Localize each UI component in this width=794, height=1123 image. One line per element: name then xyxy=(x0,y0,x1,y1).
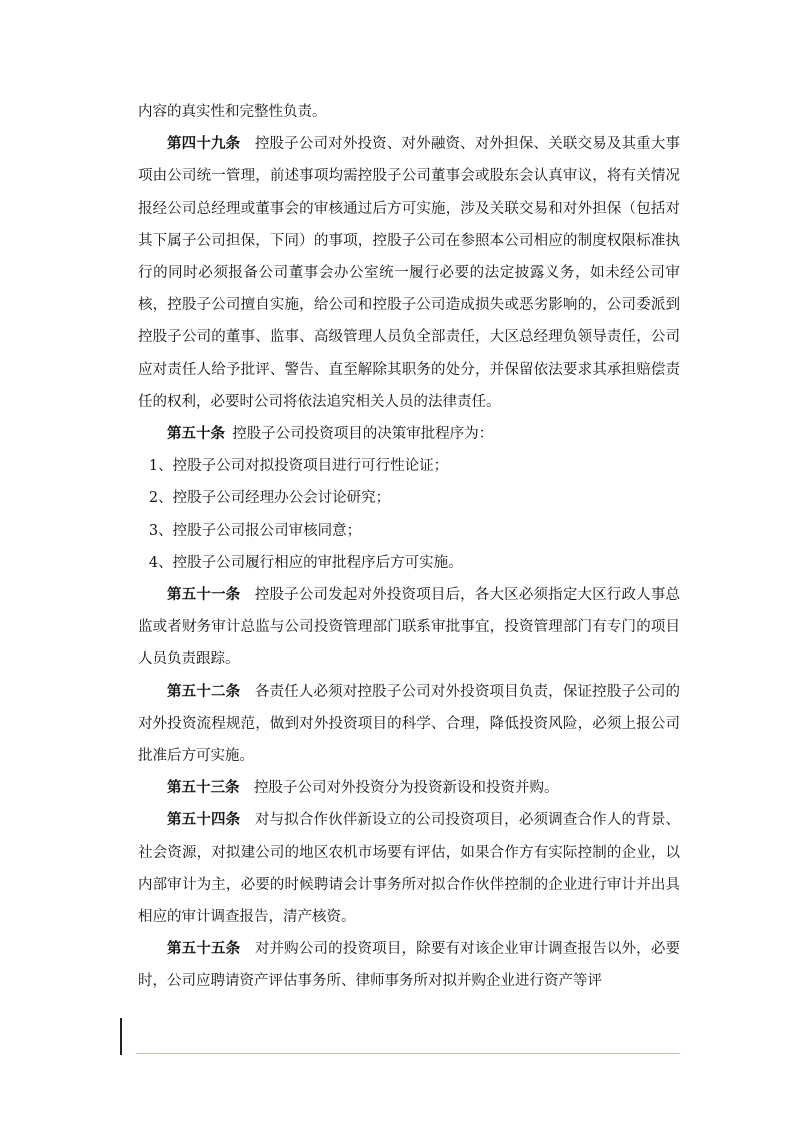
margin-marker xyxy=(120,1018,122,1055)
article-number: 第五十三条 xyxy=(167,779,240,797)
article-text: 控股子公司对外投资、对外融资、对外担保、关联交易及其重大事项由公司统一管理，前述事项均需控股子公司董事会或股东会认真审议，将有关情况报经公司总经理或董事会的审核通过后方可实施，涉及关联交易和对外担保（包括对其下属子公司担保，下同）的事项，控股子公司在参照本公司相应的制度权限标准执行的同时必须报备公司董事会办公室统一履行必要的法定披露义务，如未经公司审核，控股子公司擅自实施，给公司和控股子公司造成损失或恶劣影响的，公司委派到控股子公司的董事、监事、高级管理人员负全部责任，大区总经理负领导责任，公司应对责任人给予批评、警告、直至解除其职务的处分，并保留依法要求其承担赔偿责任的权利，必要时公司将依法追究相关人员的法律责任。 xyxy=(138,136,681,410)
article-number: 第五十二条 xyxy=(167,682,241,700)
list-item: 2、控股子公司经理办公会讨论研究； xyxy=(148,490,391,507)
article-number: 第五十四条 xyxy=(167,811,241,829)
article-number: 第四十九条 xyxy=(167,135,241,153)
article-51 xyxy=(138,579,680,676)
article-54 xyxy=(138,804,680,933)
article-49 xyxy=(138,128,680,418)
article-number: 第五十一条 xyxy=(167,586,241,604)
footer-divider xyxy=(136,1053,680,1054)
article-text: 控股子公司投资项目的决策审批程序为： xyxy=(232,426,494,443)
article-number: 第五十五条 xyxy=(167,940,241,958)
article-50 xyxy=(138,418,680,450)
article-text: 对并购公司的投资项目，除要有对该企业审计调查报告以外，必要时，公司应聘请资产评估事务所、律师事务所对拟并购企业进行资产等评 xyxy=(138,941,681,990)
article-52 xyxy=(138,676,680,773)
article-55 xyxy=(138,933,680,997)
article-text: 控股子公司发起对外投资项目后，各大区必须指定大区行政人事总监或者财务审计总监与公司投资管理部门联系审批事宜，投资管理部门有专门的项目人员负责跟踪。 xyxy=(138,587,681,668)
document-body xyxy=(138,96,680,998)
continuation-text: 内容的真实性和完整性负责。 xyxy=(138,104,327,120)
article-number: 第五十条 xyxy=(167,425,225,443)
article-53 xyxy=(138,772,680,804)
article-text: 对与拟合作伙伴新设立的公司投资项目，必须调查合作人的背景、社会资源，对拟建公司的地区农机市场要有评估，如果合作方有实际控制的企业，以内部审计为主，必要的时候聘请会计事务所对拟合作伙伴控制的企业进行审计并出具相应的审计调查报告，清产核资。 xyxy=(138,812,681,926)
article-text: 各责任人必须对控股子公司对外投资项目负责，保证控股子公司的对外投资流程规范，做到对外投资项目的科学、合理，降低投资风险，必须上报公司批准后方可实施。 xyxy=(138,683,681,765)
list-item: 4、控股子公司履行相应的审批程序后方可实施。 xyxy=(148,554,463,571)
list-item: 1、控股子公司对拟投资项目进行可行性论证； xyxy=(148,458,449,475)
article-text: 控股子公司对外投资分为投资新设和投资并购。 xyxy=(254,780,559,797)
list-item: 3、控股子公司报公司审核同意； xyxy=(148,522,362,539)
